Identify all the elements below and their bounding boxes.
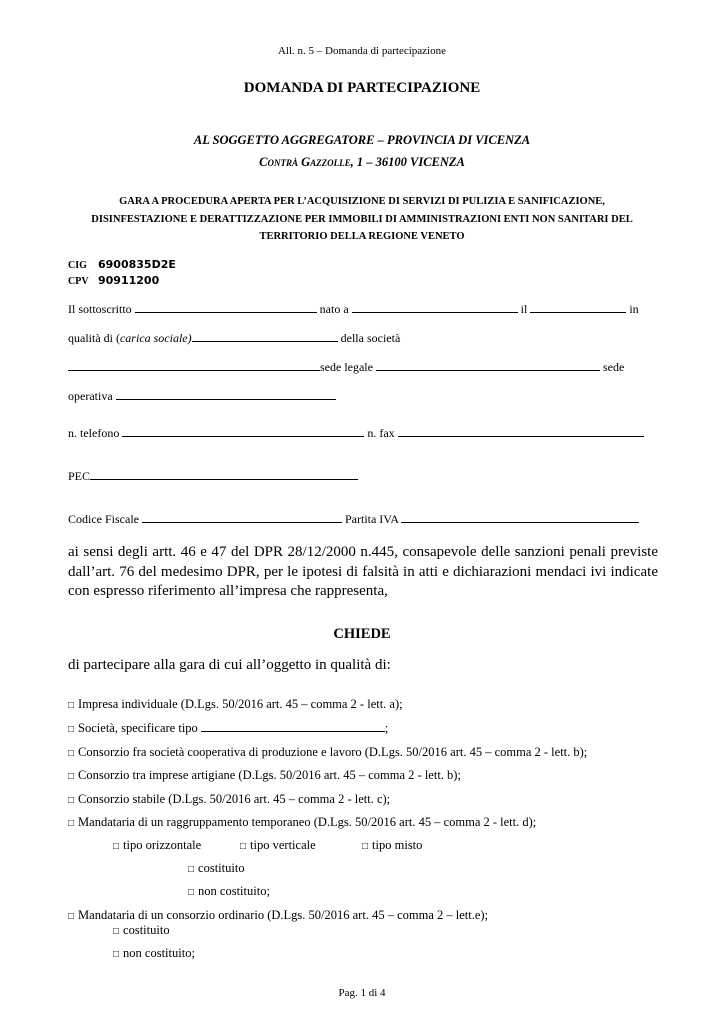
role-field[interactable]	[192, 331, 338, 342]
option-label: costituito	[198, 861, 245, 875]
suboption-tipo-verticale[interactable]	[240, 838, 316, 853]
il-label: il	[520, 302, 528, 316]
checkbox-icon[interactable]: □	[68, 795, 75, 806]
checkbox-icon[interactable]: □	[113, 926, 120, 937]
option-consorzio-cooperative[interactable]	[68, 745, 587, 760]
tender-line-3: TERRITORIO DELLA REGIONE VENETO	[259, 231, 465, 242]
suboption-tipo-orizzontale[interactable]	[113, 838, 201, 853]
option-label: Impresa individuale (D.Lgs. 50/2016 art. 45 – comma 2 - lett. a);	[78, 697, 403, 711]
nato-a-label: nato a	[319, 302, 349, 316]
telefono-label: n. telefono	[68, 426, 120, 440]
suboption-tipo-misto[interactable]	[362, 838, 422, 853]
tender-description	[0, 193, 724, 246]
checkbox-icon[interactable]: □	[240, 841, 247, 852]
cpv-value: 90911200	[98, 274, 160, 287]
birthplace-field[interactable]	[352, 302, 518, 313]
checkbox-icon[interactable]: □	[113, 841, 120, 852]
cpv-label: CPV	[68, 276, 89, 287]
qualita-label: qualità di (	[68, 331, 120, 345]
phone-field[interactable]	[122, 426, 364, 437]
checkbox-icon[interactable]: □	[68, 748, 75, 759]
page-number: Pag. 1 di 4	[338, 987, 386, 999]
option-consorzio-stabile[interactable]	[68, 792, 390, 807]
option-label: Consorzio stabile (D.Lgs. 50/2016 art. 45 – comma 2 - lett. c);	[78, 792, 391, 806]
operative-row	[68, 389, 336, 404]
phone-row	[68, 426, 644, 441]
option-label: Consorzio tra imprese artigiane (D.Lgs. 50/2016 art. 45 – comma 2 - lett. b);	[78, 768, 461, 782]
vat-number-field[interactable]	[401, 512, 639, 523]
tender-line-2: DISINFESTAZIONE E DERATTIZZAZIONE PER IMMOBILI DI AMMINISTRAZIONI ENTI NON SANITARI DEL	[91, 213, 633, 225]
option-label-end: ;	[384, 721, 389, 735]
fiscal-row	[68, 512, 639, 527]
chiede-heading: CHIEDE	[333, 626, 391, 642]
option-impresa-individuale[interactable]	[68, 697, 403, 712]
option-societa[interactable]	[68, 721, 388, 736]
option-label: tipo verticale	[250, 838, 316, 852]
operative-office-field[interactable]	[116, 389, 336, 400]
della-societa-label: della società	[340, 331, 401, 345]
checkbox-icon[interactable]: □	[68, 911, 75, 922]
role-row	[68, 331, 400, 346]
checkbox-icon[interactable]: □	[188, 887, 195, 898]
cig-value: 6900835D2E	[98, 258, 176, 271]
checkbox-icon[interactable]: □	[68, 818, 75, 829]
declaration-paragraph: ai sensi degli artt. 46 e 47 del DPR 28/12/2000 n.445, consapevole delle sanzioni penali previste dall’art. 76 del medesimo DPR, per le ipotesi di falsità in atti e dichiarazioni mendaci ivi indicate con espresso riferimento all’impresa che rappresenta,	[68, 544, 658, 599]
option-label: non costituito;	[123, 946, 195, 960]
sede-label: sede	[602, 360, 625, 374]
birthdate-field[interactable]	[530, 302, 626, 313]
option-label: Mandataria di un raggruppamento temporaneo (D.Lgs. 50/2016 art. 45 – comma 2 - lett. d);	[78, 815, 537, 829]
checkbox-icon[interactable]: □	[68, 724, 75, 735]
pec-field[interactable]	[90, 469, 358, 480]
recipient-line-2: Contrà Gazzolle, 1 – 36100 VICENZA	[259, 155, 465, 169]
carica-label: carica sociale)	[119, 331, 192, 345]
option-label: Consorzio fra società cooperativa di produzione e lavoro (D.Lgs. 50/2016 art. 45 – comma 2 - lett. b);	[78, 745, 588, 759]
suboption-non-costituito-2[interactable]	[113, 946, 195, 961]
operativa-label: operativa	[68, 389, 113, 403]
document-title: DOMANDA DI PARTECIPAZIONE	[243, 80, 481, 96]
recipient-line-1: AL SOGGETTO AGGREGATORE – PROVINCIA DI VICENZA	[193, 133, 531, 147]
option-label: tipo orizzontale	[123, 838, 202, 852]
attachment-header: All. n. 5 – Domanda di partecipazione	[277, 45, 446, 57]
option-mandataria-raggruppamento[interactable]	[68, 815, 536, 830]
fax-label: n. fax	[367, 426, 395, 440]
tender-codes	[68, 257, 176, 289]
checkbox-icon[interactable]: □	[362, 841, 369, 852]
signer-row	[68, 302, 639, 317]
checkbox-icon[interactable]: □	[188, 864, 195, 875]
partita-iva-label: Partita IVA	[344, 512, 399, 526]
tender-line-1: GARA A PROCEDURA APERTA PER L’ACQUISIZIONE DI SERVIZI DI PULIZIA E SANIFICAZIONE,	[119, 196, 605, 207]
checkbox-icon[interactable]: □	[68, 700, 75, 711]
option-label: Mandataria di un consorzio ordinario (D.Lgs. 50/2016 art. 45 – comma 2 – lett.e);	[78, 908, 489, 922]
sottoscritto-label: Il sottoscritto	[68, 302, 132, 316]
option-label: tipo misto	[372, 838, 423, 852]
signer-name-field[interactable]	[135, 302, 317, 313]
checkbox-icon[interactable]: □	[113, 949, 120, 960]
sede-legale-label: sede legale	[320, 360, 373, 374]
in-label: in	[629, 302, 639, 316]
fax-field[interactable]	[398, 426, 644, 437]
request-intro: di partecipare alla gara di cui all’oggetto in qualità di:	[68, 657, 391, 673]
suboption-costituito-2[interactable]	[113, 923, 170, 938]
seat-row	[68, 360, 624, 375]
registered-office-field[interactable]	[376, 360, 600, 371]
option-consorzio-artigiane[interactable]	[68, 768, 461, 783]
checkbox-icon[interactable]: □	[68, 771, 75, 782]
suboption-non-costituito[interactable]	[188, 884, 270, 899]
fiscal-code-field[interactable]	[142, 512, 342, 523]
option-label: non costituito;	[198, 884, 270, 898]
pec-row	[68, 469, 358, 484]
cig-label: CIG	[68, 260, 87, 271]
option-label: costituito	[123, 923, 170, 937]
company-type-field[interactable]	[201, 722, 385, 732]
company-name-field[interactable]	[68, 360, 320, 371]
codice-fiscale-label: Codice Fiscale	[68, 512, 139, 526]
option-mandataria-consorzio[interactable]	[68, 908, 488, 923]
pec-label: PEC	[68, 469, 91, 483]
option-label: Società, specificare tipo	[78, 721, 198, 735]
suboption-costituito[interactable]	[188, 861, 245, 876]
